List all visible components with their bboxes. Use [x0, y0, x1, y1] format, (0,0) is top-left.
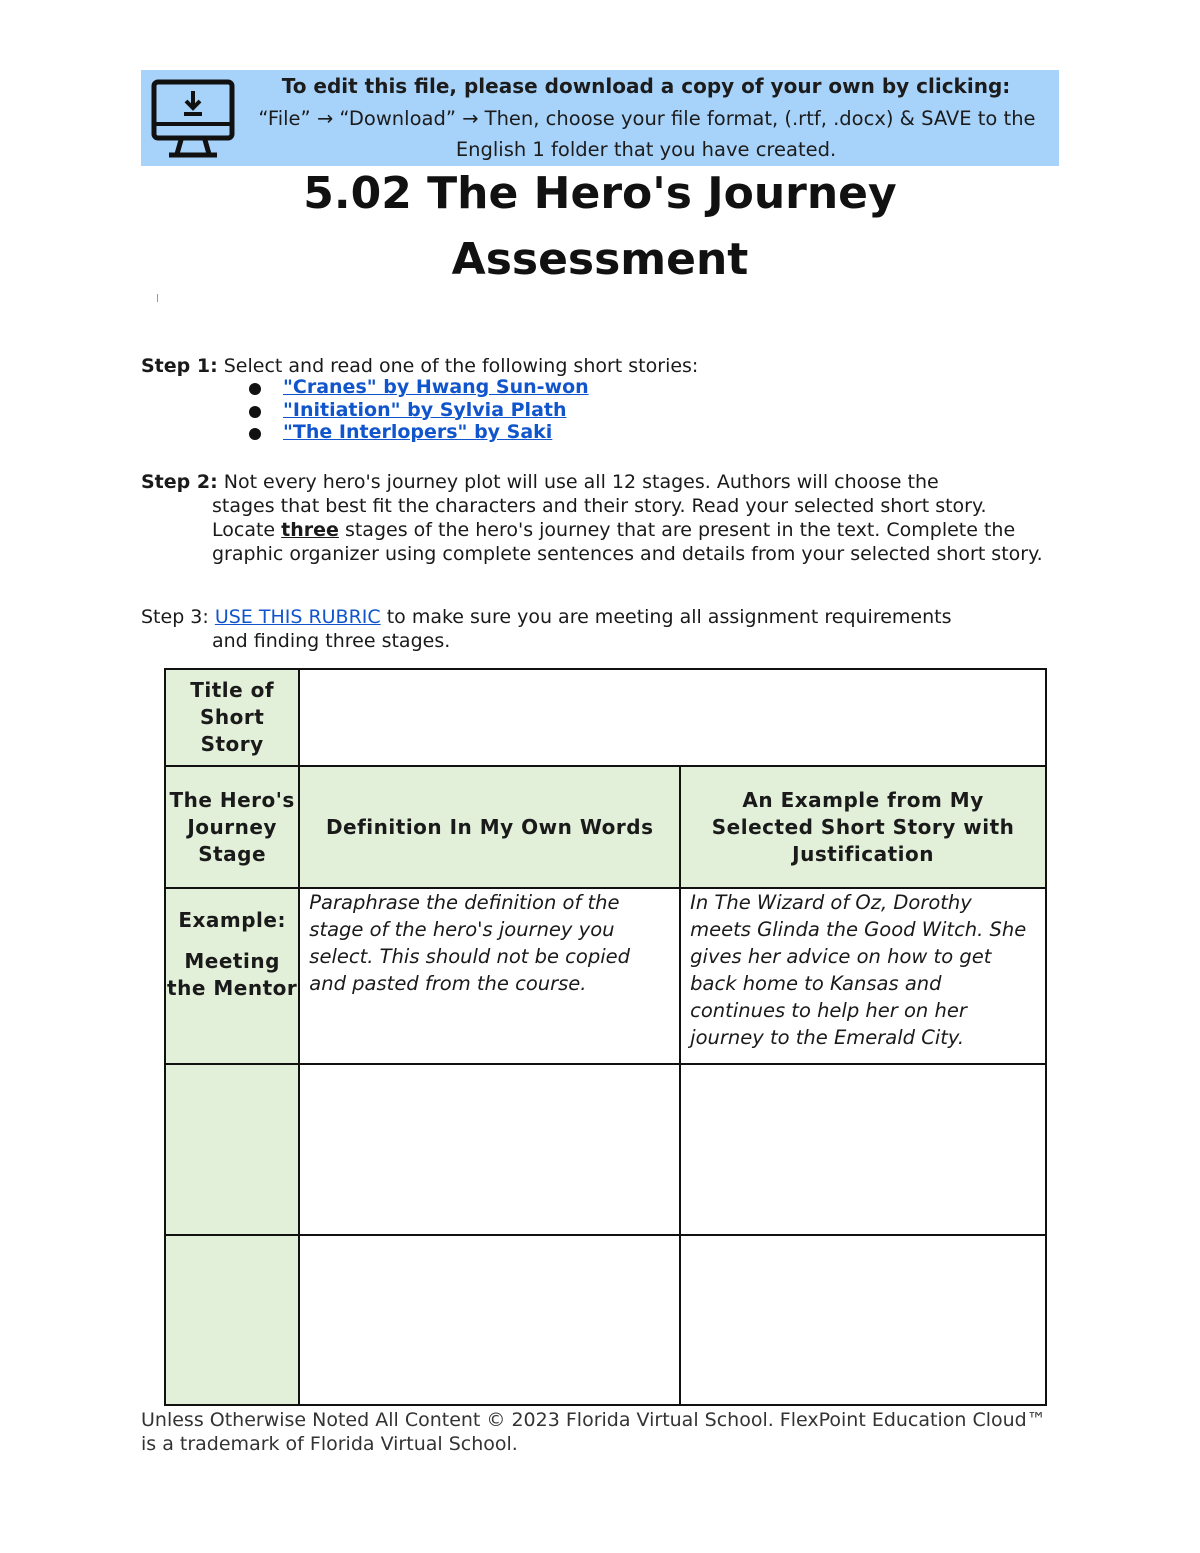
banner-instructions-cont: English 1 folder that you have created.: [455, 138, 837, 161]
table-row: [165, 1235, 1046, 1405]
example-definition-cell: Paraphrase the definition of the stage of the hero's journey you select. This should not be copied and pasted from the course.: [299, 888, 680, 1064]
title-input-cell[interactable]: [299, 669, 1046, 766]
step-3-text-b: and finding three stages.: [212, 630, 451, 652]
list-item: [249, 399, 589, 422]
definition-input-cell[interactable]: [299, 1235, 680, 1405]
step-2-emphasis: three: [281, 519, 339, 541]
stray-mark: [157, 294, 158, 302]
stage-header-cell: [165, 766, 299, 888]
example-justification-cell: In The Wizard of Oz, Dorothy meets Glinda the Good Witch. She gives her advice on how to get back home to Kansas and continues to help her on her journey to the Emerald City.: [680, 888, 1046, 1064]
step-2-text-c: stages of the hero's journey that are present in the text. Complete the graphic organizer using complete sentences and details from your selected short story.: [212, 519, 1043, 565]
definition-input-cell[interactable]: [299, 1064, 680, 1235]
definition-header-label: Definition In My Own Words: [325, 814, 654, 839]
story-link-initiation[interactable]: "Initiation" by Sylvia Plath: [283, 398, 567, 421]
example-input-cell[interactable]: [680, 1235, 1046, 1405]
banner-heading: To edit this file, please download a copy of your own by clicking:: [281, 74, 1011, 98]
step-1-label: Step 1:: [141, 355, 218, 377]
example-input-cell[interactable]: [680, 1064, 1046, 1235]
step-1-text: Select and read one of the following short stories:: [217, 355, 699, 377]
list-item: [249, 376, 589, 399]
table-row: [165, 766, 1046, 888]
computer-download-icon: [151, 76, 237, 160]
stage-header-label: The Hero's Journey Stage: [169, 787, 295, 866]
rubric-link[interactable]: USE THIS RUBRIC: [214, 606, 381, 628]
step-2-text: Not every hero's journey plot will use all 12 stages. Authors will choose the: [217, 471, 939, 493]
step-2-label: Step 2:: [141, 471, 218, 493]
title-header-label: Title of Short Story: [190, 678, 275, 756]
story-list: [249, 376, 589, 444]
example-stage-name: Meeting the Mentor: [167, 949, 298, 1000]
table-row: [165, 669, 1046, 766]
example-header-cell: [680, 766, 1046, 888]
stage-input-cell[interactable]: [165, 1235, 299, 1405]
title-header-cell: [165, 669, 299, 766]
step-1: [141, 354, 698, 378]
copyright-footer: Unless Otherwise Noted All Content © 2023 Florida Virtual School. FlexPoint Education Cloud™ is a trademark of Florida Virtual School.: [141, 1409, 1046, 1455]
step-2-body: [141, 494, 1051, 566]
bullet-icon: [249, 428, 261, 440]
step-3-text: to make sure you are meeting all assignment requirements: [380, 606, 952, 628]
step-2: [141, 470, 1051, 566]
bullet-icon: [249, 383, 261, 395]
step-3-label: Step 3:: [141, 606, 215, 628]
table-row: [165, 1064, 1046, 1235]
page-title-cont: Assessment: [451, 234, 749, 285]
step-3: [141, 605, 1051, 653]
example-label: Example:: [178, 908, 286, 932]
bullet-icon: [249, 406, 261, 418]
stage-input-cell[interactable]: [165, 1064, 299, 1235]
list-item: [249, 421, 589, 444]
download-instructions-banner: [141, 70, 1059, 166]
story-link-interlopers[interactable]: "The Interlopers" by Saki: [283, 421, 553, 443]
definition-header-cell: [299, 766, 680, 888]
table-row: [165, 888, 1046, 1064]
example-stage-cell: [165, 888, 299, 1064]
banner-instructions: “File” → “Download” → Then, choose your file format, (.rtf, .docx) & SAVE to the: [258, 107, 1036, 130]
graphic-organizer-table: [164, 668, 1047, 1406]
page-title: 5.02 The Hero's Journey: [303, 168, 897, 219]
example-header-label: An Example from My Selected Short Story with Justification: [711, 787, 1015, 866]
story-link-cranes[interactable]: "Cranes" by Hwang Sun-won: [283, 376, 589, 398]
step-2-text-b: stages that best fit the characters and their story. Read your selected short story. Locate: [212, 495, 987, 541]
